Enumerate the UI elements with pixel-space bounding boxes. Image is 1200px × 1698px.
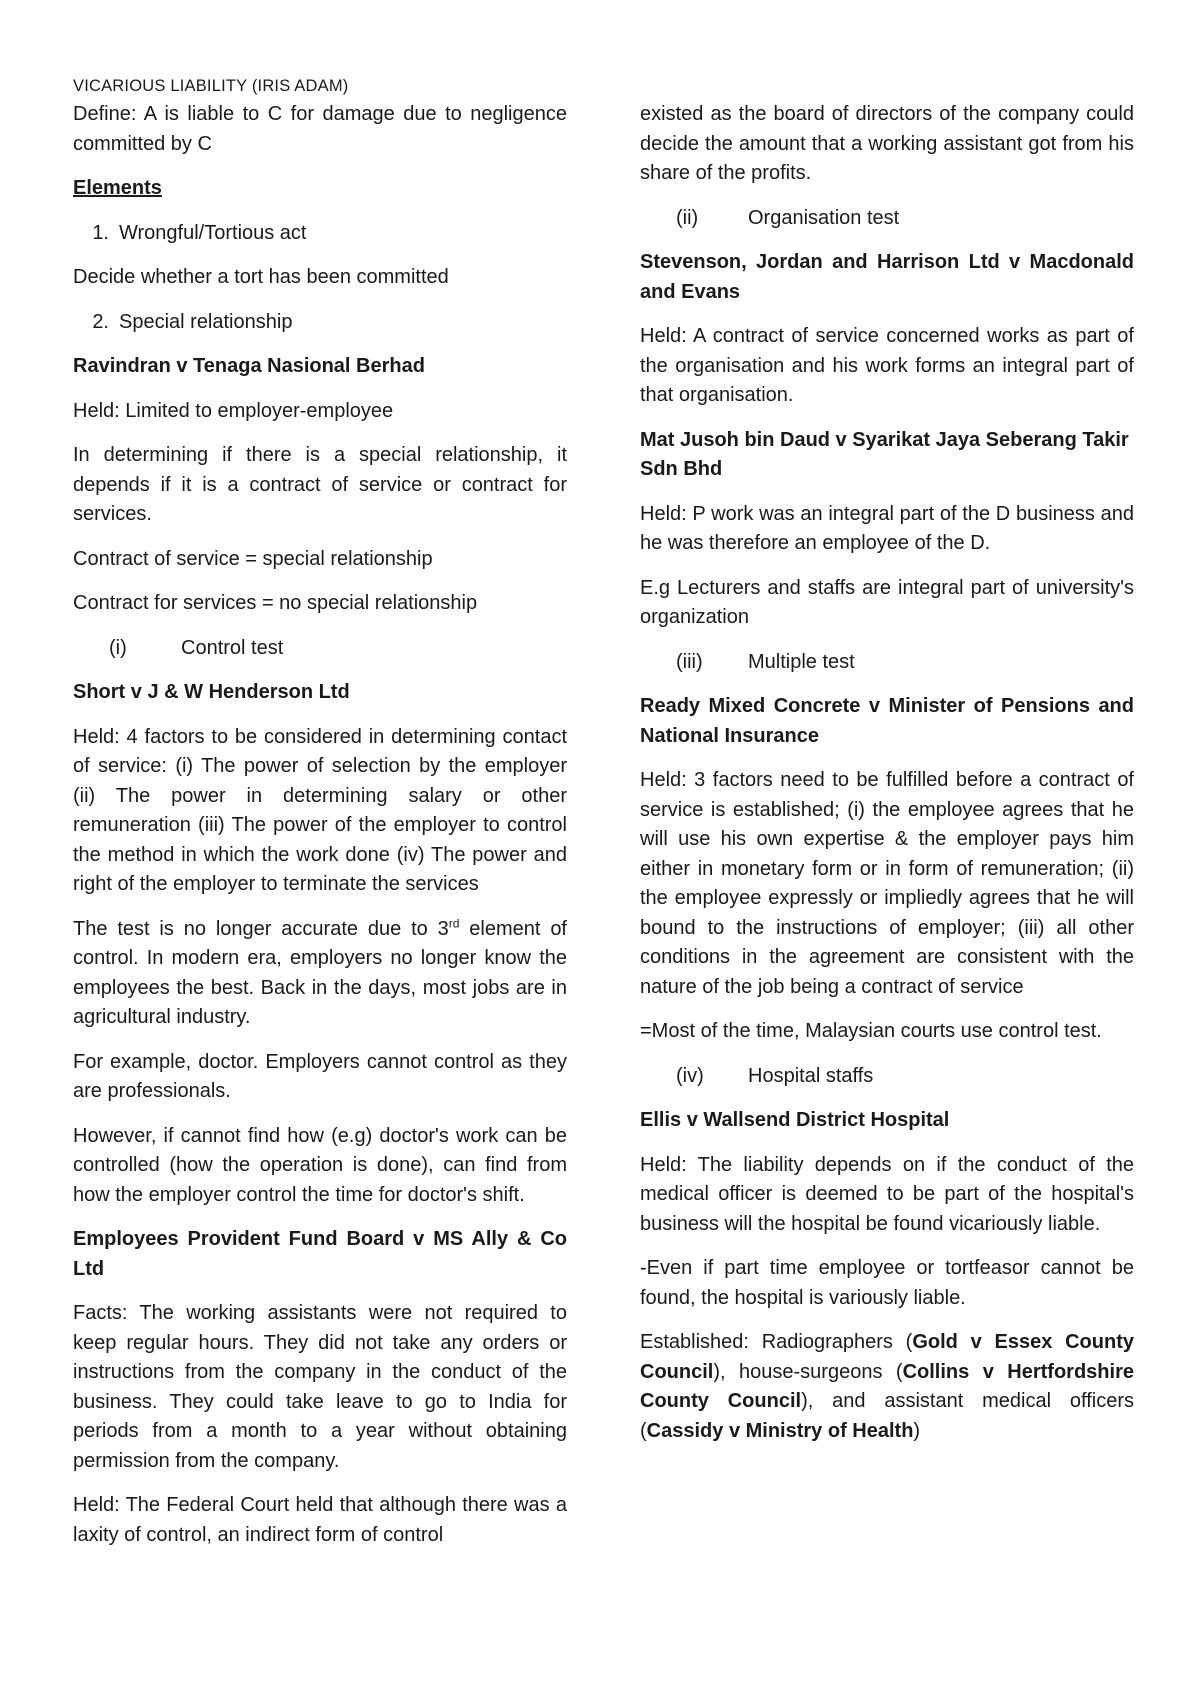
continued-paragraph: existed as the board of directors of the company could decide the amount that a working assistant got from his share of the profits.	[640, 103, 1134, 184]
held-ellis: Held: The liability depends on if the conduct of the medical officer is deemed to be part of the hospital's business will the hospital be found vicariously liable.	[640, 1153, 1134, 1235]
established-text: ), house-surgeons (	[713, 1360, 903, 1383]
accuracy-text-a: The test is no longer accurate due to 3	[73, 917, 449, 940]
decide-text: Decide whether a tort has been committed	[73, 266, 449, 288]
case-heading-matjusoh: Mat Jusoh bin Daud v Syarikat Jaya Seberang Takir Sdn Bhd	[640, 428, 1129, 480]
held-matjusoh: Held: P work was an integral part of the D business and he was therefore an employee of the D.	[640, 502, 1134, 554]
list-item-2	[73, 308, 567, 338]
roman-number: (iv)	[676, 1064, 704, 1087]
case-citation: Cassidy v Ministry of Health	[646, 1419, 914, 1442]
case-heading-ellis: Ellis v Wallsend District Hospital	[640, 1109, 950, 1131]
accuracy-text-b: element of control. In modern era, employers no longer know the employees the best. Back in the days, most jobs are in agricultural industry.	[73, 917, 567, 1028]
test-heading-control	[73, 634, 567, 664]
case-heading-epf: Employees Provident Fund Board v MS Ally & Co Ltd	[73, 1228, 567, 1280]
roman-number: (iii)	[676, 650, 703, 673]
test-title: Hospital staffs	[748, 1064, 874, 1087]
test-heading-hospital	[640, 1062, 1134, 1092]
determining-paragraph: In determining if there is a special relationship, it depends if it is a contract of service or contract for services.	[73, 444, 567, 525]
case-citation: Gold v Essex County Council	[640, 1331, 1134, 1383]
roman-number: (ii)	[676, 206, 699, 229]
definition: Define: A is liable to C for damage due to negligence committed by C	[73, 103, 567, 155]
held-readymixed: Held: 3 factors need to be fulfilled before a contract of service is established; (i) the employee agrees that he will use his own expertise & the employer pays him either in monetary form or in form of remuneration; (ii) the employee expressly or impliedly agrees that he will bound to the instructions of employer; (iii) all other conditions in the agreement are consistent with the nature of the job being a contract of service	[640, 769, 1134, 998]
test-heading-organisation	[640, 204, 1134, 234]
malaysian-courts: =Most of the time, Malaysian courts use control test.	[640, 1020, 1102, 1042]
held-ravindran: Held: Limited to employer-employee	[73, 399, 394, 422]
accuracy-paragraph	[73, 915, 567, 1033]
document-title: VICARIOUS LIABILITY (IRIS ADAM)	[73, 77, 349, 95]
established-text: )	[913, 1419, 921, 1442]
list-number: 1.	[92, 221, 109, 244]
test-title: Organisation test	[748, 206, 900, 229]
contract-of-service: Contract of service = special relationship	[73, 547, 433, 570]
case-heading-readymixed: Ready Mixed Concrete v Minister of Pensions and National Insurance	[640, 695, 1134, 747]
even-if-paragraph: -Even if part time employee or tortfeasor cannot be found, the hospital is variously liable.	[640, 1257, 1134, 1309]
test-title: Control test	[181, 636, 284, 659]
list-number: 2.	[92, 310, 109, 333]
case-heading-ravindran: Ravindran v Tenaga Nasional Berhad	[73, 355, 425, 377]
established-paragraph	[640, 1328, 1134, 1446]
left-column	[73, 100, 567, 1565]
test-title: Multiple test	[748, 650, 855, 673]
held-epf: Held: The Federal Court held that although there was a laxity of control, an indirect form of control	[73, 1494, 567, 1546]
list-text: Wrongful/Tortious act	[119, 221, 307, 244]
contract-for-services: Contract for services = no special relationship	[73, 592, 478, 614]
held-short: Held: 4 factors to be considered in determining contact of service: (i) The power of selection by the employer (ii) The power in determining salary or other remuneration (iii) The power of the employer to control the method in which the work done (iv) The power and right of the employer to terminate the services	[73, 725, 567, 895]
case-heading-stevenson: Stevenson, Jordan and Harrison Ltd v Macdonald and Evans	[640, 251, 1134, 303]
held-stevenson: Held: A contract of service concerned works as part of the organisation and his work forms an integral part of that organisation.	[640, 325, 1134, 406]
lecturers-example: E.g Lecturers and staffs are integral part of university's organization	[640, 576, 1134, 628]
facts-epf: Facts: The working assistants were not required to keep regular hours. They did not take any orders or instructions from the company in the conduct of the business. They could take leave to go to India for periods from a month to a year without obtaining permission from the company.	[73, 1302, 567, 1472]
case-citation: Collins v Hertfordshire County Council	[640, 1360, 1134, 1412]
right-column	[640, 100, 1134, 1461]
ordinal-suffix: rd	[448, 915, 460, 930]
elements-heading: Elements	[73, 177, 162, 199]
roman-number: (i)	[109, 636, 127, 659]
case-heading-short: Short v J & W Henderson Ltd	[73, 681, 350, 703]
list-item-1	[73, 219, 567, 249]
list-text: Special relationship	[119, 310, 293, 333]
test-heading-multiple	[640, 648, 1134, 678]
established-text: ), and assistant medical officers (	[640, 1390, 1134, 1442]
established-text: Established: Radiographers (	[640, 1331, 913, 1353]
doctor-example: For example, doctor. Employers cannot control as they are professionals.	[73, 1050, 567, 1102]
however-paragraph: However, if cannot find how (e.g) doctor's work can be controlled (how the operation is done), can find from how the employer control the time for doctor's shift.	[73, 1124, 567, 1206]
